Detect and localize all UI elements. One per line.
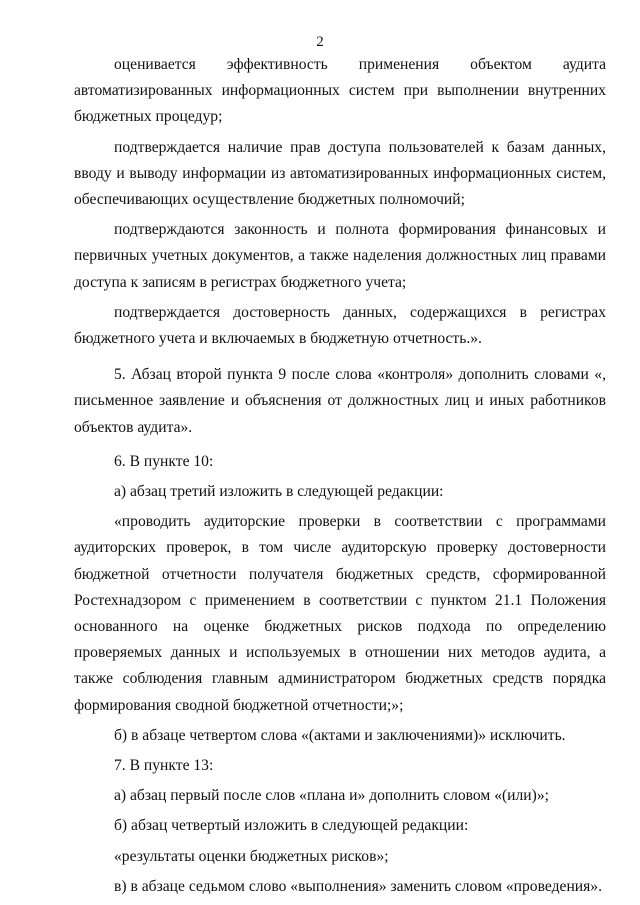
paragraph-item-6b: б) в абзаце четвертом слова «(актами и заключениями)» исключить. xyxy=(114,726,566,744)
paragraph-item-7b: б) абзац четвертый изложить в следующей редакции: xyxy=(114,817,469,835)
paragraph-quoted-audit: «проводить аудиторские проверки в соответствии с программами аудиторских проверок, в том числе аудиторскую проверку достоверности бюджетной отчетности получателя бюджетных средств, сформированной Ростехнадзором с применением в соответствии с пунктом 21.1 Положения основанного на оценке бюджетных рисков подхода по определению проверяемых данных и используемых в отношении них методов аудита, а также соблюдения главным администратором бюджетных средств порядка формирования сводной бюджетной отчетности;»; xyxy=(74,513,606,714)
paragraph-efficiency: оценивается эффективность применения объектом аудита автоматизированных информационных систем при выполнении внутренних бюджетных процедур; xyxy=(74,56,606,126)
paragraph-item-7a: а) абзац первый после слов «плана и» дополнить словом «(или)»; xyxy=(114,787,549,805)
paragraph-reliability: подтверждается достоверность данных, содержащихся в регистрах бюджетного учета и включаемых в бюджетную отчетность.». xyxy=(74,303,606,348)
paragraph-item-6: 6. В пункте 10: xyxy=(114,452,214,470)
paragraph-legality: подтверждаются законность и полнота формирования финансовых и первичных учетных документов, а также наделения должностных лиц правами доступа к записям в регистрах бюджетного учета; xyxy=(74,221,606,291)
document-body xyxy=(74,52,606,900)
paragraph-item-5: 5. Абзац второй пункта 9 после слова «контроля» дополнить словами «, письменное заявление и объяснения от должностных лиц и иных работников объектов аудита». xyxy=(74,366,606,436)
paragraph-item-7: 7. В пункте 13: xyxy=(114,757,214,775)
page-number: 2 xyxy=(316,34,324,50)
paragraph-item-6a: а) абзац третий изложить в следующей редакции: xyxy=(114,483,444,501)
paragraph-item-7c: в) в абзаце седьмом слово «выполнения» заменить словом «проведения». xyxy=(114,877,602,895)
paragraph-quoted-risks: «результаты оценки бюджетных рисков»; xyxy=(114,847,389,865)
paragraph-access-rights: подтверждается наличие прав доступа пользователей к базам данных, вводу и выводу информации из автоматизированных информационных систем, обеспечивающих осуществление бюджетных полномочий; xyxy=(74,138,606,209)
